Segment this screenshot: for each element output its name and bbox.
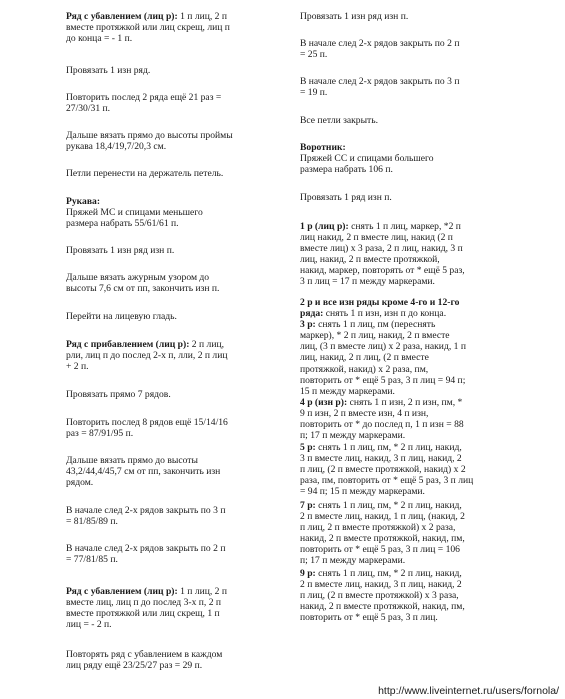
text-line: Повторять ряд с убавлением в каждом bbox=[66, 649, 223, 660]
text-line bbox=[300, 297, 512, 308]
text-line: маркер), * 2 п лиц, накид, 2 п вместе bbox=[300, 330, 450, 342]
text-line: Ряд с прибавлением (лиц р): 2 п лиц, bbox=[66, 339, 224, 350]
bold-heading: 4 р (изн р): bbox=[300, 397, 348, 408]
paragraph bbox=[300, 38, 512, 60]
text-line: раз = 87/91/95 п. bbox=[66, 428, 134, 440]
paragraph bbox=[300, 297, 512, 397]
text-line: вместе лиц, лиц п до послед 3-х п, 2 п bbox=[66, 597, 222, 609]
text-line: Ряд с убавлением (лиц р): 1 п лиц, 2 п bbox=[66, 11, 227, 22]
text-line: п; 17 п между маркерами. bbox=[300, 555, 406, 567]
text-line: накид, 2 п вместе протяжкой, накид, пм, bbox=[300, 601, 465, 613]
paragraph bbox=[66, 92, 282, 114]
bold-heading: Ряд с убавлением (лиц р): bbox=[66, 586, 178, 597]
text-line: 7 р: снять 1 п лиц, пм, * 2 п лиц, накид, bbox=[300, 500, 462, 511]
text-line: лиц = - 2 п. bbox=[66, 619, 112, 631]
text-line: Пряжей СС и спицами большего bbox=[300, 153, 434, 165]
text-line: Повторить послед 8 рядов ещё 15/14/16 bbox=[66, 417, 228, 428]
bold-heading: ряда: bbox=[300, 308, 324, 320]
text-line: = 19 п. bbox=[300, 87, 328, 99]
text-line: + 2 п. bbox=[66, 361, 89, 373]
text-line: = 25 п. bbox=[300, 49, 328, 61]
bold-heading: Ряд с убавлением (лиц р): bbox=[66, 11, 178, 22]
text-line: 2 п вместе лиц, накид, 3 п лиц, накид, 2 bbox=[300, 579, 462, 591]
text-line: Дальше вязать прямо до высоты проймы bbox=[66, 130, 233, 141]
text-line: Дальше вязать прямо до высоты bbox=[66, 455, 198, 466]
paragraph bbox=[66, 245, 282, 256]
paragraph bbox=[66, 339, 282, 372]
text-line: Ряд с убавлением (лиц р): 1 п лиц, 2 п bbox=[66, 586, 227, 597]
text-line: лиц накид, 2 п вместе лиц, накид (2 п bbox=[300, 232, 453, 244]
text-line: = 81/85/89 п. bbox=[66, 516, 118, 528]
paragraph bbox=[66, 65, 282, 76]
bold-heading: Воротник: bbox=[300, 142, 346, 153]
paragraph bbox=[66, 196, 282, 229]
text-line: Провязать 1 изн ряд изн п. bbox=[300, 11, 409, 22]
paragraph bbox=[300, 397, 512, 441]
text-line: повторить от * до послед п, 1 п изн = 88 bbox=[300, 419, 464, 431]
text-line: Провязать прямо 7 рядов. bbox=[66, 389, 171, 400]
bold-heading: 1 р (лиц р): bbox=[300, 221, 349, 232]
paragraph bbox=[66, 543, 282, 565]
text-line: вместе протяжкой или лиц скрещ, лиц п bbox=[66, 22, 230, 34]
paragraph bbox=[66, 455, 282, 488]
text-line: 3 п лиц = 17 п между маркерами. bbox=[300, 276, 435, 288]
paragraph bbox=[66, 272, 282, 294]
paragraph bbox=[66, 168, 282, 179]
text-line: В начале след 2-х рядов закрыть по 3 п bbox=[66, 505, 226, 516]
paragraph bbox=[300, 142, 512, 175]
text-line: В начале след 2-х рядов закрыть по 2 п bbox=[300, 38, 460, 49]
text-line: п лиц, (2 п вместе протяжкой) х 3 раза, bbox=[300, 590, 459, 602]
text-line: 9 р: снять 1 п лиц, пм, * 2 п лиц, накид, bbox=[300, 568, 462, 579]
text-line: Повторить послед 2 ряда ещё 21 раз = bbox=[66, 92, 222, 103]
text-line: лиц ряду ещё 23/25/27 раз = 29 п. bbox=[66, 660, 203, 672]
paragraph bbox=[300, 11, 512, 22]
paragraph bbox=[66, 130, 282, 152]
paragraph bbox=[66, 586, 282, 630]
text-line: = 77/81/85 п. bbox=[66, 554, 118, 566]
text-line: накид, маркер, повторять от * ещё 5 раз, bbox=[300, 265, 465, 277]
text-line: рукава 18,4/19,7/20,3 см. bbox=[66, 141, 167, 153]
text-line: рли, лиц п до послед 2-х п, лли, 2 п лиц bbox=[66, 350, 228, 362]
text-line: Провязать 1 изн ряд изн п. bbox=[66, 245, 175, 256]
text-line: Все петли закрыть. bbox=[300, 115, 379, 126]
text-line: В начале след 2-х рядов закрыть по 3 п bbox=[300, 76, 460, 87]
text-line: 43,2/44,4/45,7 см от пп, закончить изн bbox=[66, 466, 221, 478]
paragraph bbox=[300, 500, 512, 567]
text-line: 3 р: снять 1 п лиц, пм (переснять bbox=[300, 319, 436, 331]
text-line: п лиц, (2 п вместе протяжкой, накид) х 2 bbox=[300, 464, 466, 476]
bold-heading: 7 р: bbox=[300, 500, 316, 511]
bold-heading: 5 р: bbox=[300, 442, 316, 453]
text-line: протяжкой, накид) х 2 раза, пм, bbox=[300, 363, 429, 375]
text-line: Пряжей МС и спицами меньшего bbox=[66, 207, 203, 219]
text-line: вместе протяжкой или лиц скрещ, 1 п bbox=[66, 608, 220, 620]
bold-heading: Ряд с прибавлением (лиц р): bbox=[66, 339, 190, 350]
text-line: Провязать 1 изн ряд. bbox=[66, 65, 151, 76]
text-line: 4 р (изн р): снять 1 п изн, 2 п изн, пм, * bbox=[300, 397, 463, 408]
text-line: раза, пм, повторить от * ещё 5 раз, 3 п лиц bbox=[300, 475, 474, 487]
text-line: накид, 2 п вместе протяжкой, накид, пм, bbox=[300, 533, 465, 545]
text-line: повторить от * ещё 5 раз, 3 п лиц = 94 п; bbox=[300, 374, 466, 386]
paragraph bbox=[66, 505, 282, 527]
text-line: Петли перенести на держатель петель. bbox=[66, 168, 224, 179]
text-line: размера набрать 55/61/61 п. bbox=[66, 218, 179, 230]
text-line: лиц, накид, 2 п вместе протяжкой, bbox=[300, 254, 440, 266]
bold-heading: Рукава: bbox=[66, 196, 101, 207]
text-line: до конца = - 1 п. bbox=[66, 33, 133, 45]
text-line: 3 п вместе лиц, накид, 3 п лиц, накид, 2 bbox=[300, 453, 462, 465]
paragraph bbox=[66, 417, 282, 439]
paragraph bbox=[300, 192, 512, 203]
text-line: повторить от * ещё 5 раз, 3 п лиц. bbox=[300, 612, 438, 624]
paragraph bbox=[300, 568, 512, 623]
text-line: 15 п между маркерами. bbox=[300, 385, 395, 397]
text-line: лиц, накид, 2 п лиц, (2 п вместе bbox=[300, 352, 429, 364]
source-url-watermark: http://www.liveinternet.ru/users/fornola/ bbox=[378, 684, 559, 697]
bold-heading: 2 р и все изн ряды кроме 4-го и 12-го bbox=[300, 297, 460, 308]
text-line bbox=[66, 196, 282, 207]
paragraph bbox=[300, 221, 512, 288]
bold-heading: 9 р: bbox=[300, 568, 316, 579]
text-line: = 94 п; 15 п между маркерами. bbox=[300, 486, 425, 498]
paragraph bbox=[300, 442, 512, 497]
paragraph bbox=[66, 11, 282, 44]
text-line: 1 р (лиц р): снять 1 п лиц, маркер, *2 п bbox=[300, 221, 461, 232]
text-line: В начале след 2-х рядов закрыть по 2 п bbox=[66, 543, 226, 554]
text-line: повторить от * ещё 5 раз, 3 п лиц = 106 bbox=[300, 544, 460, 556]
text-line: п; 17 п между маркерами. bbox=[300, 430, 406, 442]
paragraph bbox=[66, 649, 282, 671]
text-line: п лиц, 2 п вместе протяжкой) х 2 раза, bbox=[300, 522, 456, 534]
text-line: вместе лиц) х 3 раза, 2 п лиц, накид, 3 п bbox=[300, 243, 463, 255]
text-line: Перейти на лицевую гладь. bbox=[66, 311, 177, 322]
paragraph bbox=[300, 76, 512, 98]
text-line: рядом. bbox=[66, 477, 94, 489]
text-line: Дальше вязать ажурным узором до bbox=[66, 272, 210, 283]
paragraph bbox=[300, 115, 512, 126]
text-line bbox=[300, 142, 512, 153]
text-line: лиц, (3 п вместе лиц) х 2 раза, накид, 1 п bbox=[300, 341, 466, 353]
paragraph bbox=[66, 389, 282, 400]
text-line: 5 р: снять 1 п лиц, пм, * 2 п лиц, накид, bbox=[300, 442, 462, 453]
text-line: 2 п вместе лиц, накид, 1 п лиц, (накид, 2 bbox=[300, 511, 465, 523]
bold-heading: 3 р: bbox=[300, 319, 316, 331]
text-line: высоты 7,6 см от пп, закончить изн п. bbox=[66, 283, 220, 295]
text-line: ряда: снять 1 п изн, изн п до конца. bbox=[300, 308, 447, 320]
text-line: 27/30/31 п. bbox=[66, 103, 111, 115]
text-line: 9 п изн, 2 п вместе изн, 4 п изн, bbox=[300, 408, 429, 420]
paragraph bbox=[66, 311, 282, 322]
text-line: размера набрать 106 п. bbox=[300, 164, 393, 176]
text-line: Провязать 1 ряд изн п. bbox=[300, 192, 392, 203]
